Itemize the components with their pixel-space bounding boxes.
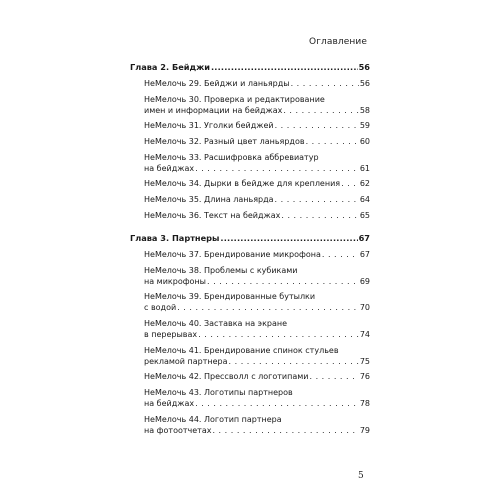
toc-entry-line (144, 356, 370, 367)
chapter-page-number: 56 (358, 62, 370, 72)
toc-entry[interactable] (144, 414, 370, 436)
dot-leader (306, 136, 359, 147)
toc-entry-text: на бейджах (144, 398, 195, 408)
dot-leader (212, 425, 358, 436)
toc-entry[interactable] (144, 78, 370, 89)
entry-list (144, 78, 370, 221)
toc-entry-line (144, 414, 370, 425)
toc-entry-line (144, 302, 370, 313)
dot-leader (195, 163, 359, 174)
entry-page-number: 70 (359, 303, 370, 313)
entry-page-number: 79 (359, 425, 370, 435)
dot-leader (322, 249, 359, 260)
toc-entry[interactable] (144, 178, 370, 189)
dot-leader (283, 105, 358, 116)
toc-entry-text: НеМелочь 37. Брендирование микрофона (144, 249, 321, 259)
entry-page-number: 61 (359, 163, 370, 173)
toc-entry-text: с водой (144, 303, 177, 313)
chapter-block (130, 232, 370, 436)
chapter-page-number: 67 (358, 232, 370, 243)
toc-entry-text: в перерывах (144, 329, 198, 339)
dot-leader (275, 120, 359, 131)
chapter-title: Глава 3. Партнеры (130, 232, 220, 243)
dot-leader (275, 194, 359, 205)
toc-entry-line (144, 210, 370, 221)
toc-entry[interactable] (144, 345, 370, 367)
toc-entry[interactable] (144, 152, 370, 174)
toc-entry-text: рекламой партнера (144, 356, 228, 366)
toc-entry-text: НеМелочь 32. Разный цвет ланьярдов (144, 137, 305, 147)
dot-leader (309, 371, 358, 382)
toc-entry-line (144, 194, 370, 205)
toc-entry-line (144, 78, 370, 89)
toc-entry[interactable] (144, 94, 370, 116)
dot-leader (198, 329, 359, 340)
entry-page-number: 64 (359, 195, 370, 205)
toc-entry-line (144, 425, 370, 436)
chapter-block (130, 61, 370, 221)
running-header: Оглавление (309, 37, 367, 47)
toc-entry-text: НеМелочь 40. Заставка на экране (144, 318, 288, 328)
entry-page-number: 76 (359, 372, 370, 382)
toc-entry-line (144, 94, 370, 105)
toc-entry-line (144, 152, 370, 163)
toc-entry-text: на фотоотчетах (144, 425, 212, 435)
toc-entry-line (144, 387, 370, 398)
dot-leader (220, 232, 357, 244)
toc-entry-line (144, 163, 370, 174)
toc-entry-text: НеМелочь 31. Уголки бейджей (144, 121, 274, 131)
toc-entry-line (144, 398, 370, 409)
toc-entry-line (144, 329, 370, 340)
entry-page-number: 67 (359, 249, 370, 259)
dot-leader (291, 78, 359, 89)
chapter-heading[interactable] (130, 61, 370, 73)
entry-page-number: 69 (359, 276, 370, 286)
page-number: 5 (358, 471, 364, 481)
dot-leader (195, 398, 359, 409)
toc-entry[interactable] (144, 318, 370, 340)
toc-entry[interactable] (144, 210, 370, 221)
entry-page-number: 60 (359, 137, 370, 147)
entry-page-number: 78 (359, 398, 370, 408)
toc-entry-text: НеМелочь 34. Дырки в бейдже для крепления (144, 179, 341, 189)
toc-entry[interactable] (144, 194, 370, 205)
toc-entry[interactable] (144, 371, 370, 382)
toc-entry-line (144, 136, 370, 147)
toc-entry-line (144, 178, 370, 189)
entry-page-number: 65 (359, 210, 370, 220)
toc-entry-line (144, 371, 370, 382)
dot-leader (211, 61, 358, 73)
toc-entry[interactable] (144, 136, 370, 147)
toc-entry-line (144, 318, 370, 329)
toc-entry-text: НеМелочь 35. Длина ланьярда (144, 195, 274, 205)
dot-leader (341, 178, 359, 189)
toc-entry[interactable] (144, 291, 370, 313)
entry-page-number: 58 (359, 105, 370, 115)
toc-entry-text: НеМелочь 39. Брендированные бутылки (144, 292, 316, 302)
toc-entry-text: НеМелочь 38. Проблемы с кубиками (144, 265, 298, 275)
dot-leader (177, 302, 359, 313)
toc-entry-line (144, 345, 370, 356)
toc-entry-text: НеМелочь 33. Расшифровка аббревиатур (144, 152, 319, 162)
toc-entry-text: НеМелочь 44. Логотип партнера (144, 414, 282, 424)
table-of-contents (130, 61, 370, 447)
entry-list (144, 249, 370, 436)
toc-entry-text: НеМелочь 30. Проверка и редактирование (144, 94, 325, 104)
dot-leader (281, 210, 358, 221)
entry-page-number: 56 (359, 79, 370, 88)
toc-entry[interactable] (144, 120, 370, 131)
toc-entry-line (144, 249, 370, 260)
toc-entry-line (144, 265, 370, 276)
toc-entry-text: НеМелочь 41. Брендирование спинок стульев (144, 345, 339, 355)
toc-entry-text: на микрофоны (144, 276, 206, 286)
toc-entry[interactable] (144, 387, 370, 409)
toc-entry-text: НеМелочь 43. Логотипы партнеров (144, 387, 293, 397)
toc-entry-text: НеМелочь 42. Прессволл с логотипами (144, 372, 309, 382)
entry-page-number: 74 (359, 329, 370, 339)
toc-entry-text: на бейджах (144, 163, 195, 173)
toc-entry[interactable] (144, 249, 370, 260)
toc-entry-text: НеМелочь 29. Бейджи и ланьярды (144, 79, 290, 88)
chapter-title: Глава 2. Бейджи (130, 62, 210, 72)
entry-page-number: 62 (359, 179, 370, 189)
toc-entry-text: имен и информации на бейджах (144, 105, 283, 115)
toc-entry-line (144, 291, 370, 302)
dot-leader (207, 276, 359, 287)
toc-entry-line (144, 276, 370, 287)
toc-entry-text: НеМелочь 36. Текст на бейджах (144, 210, 281, 220)
toc-entry-line (144, 105, 370, 116)
toc-entry-line (144, 120, 370, 131)
chapter-heading[interactable] (130, 232, 370, 244)
entry-page-number: 75 (359, 356, 370, 366)
toc-entry[interactable] (144, 265, 370, 287)
entry-page-number: 59 (359, 121, 370, 131)
dot-leader (229, 356, 359, 367)
